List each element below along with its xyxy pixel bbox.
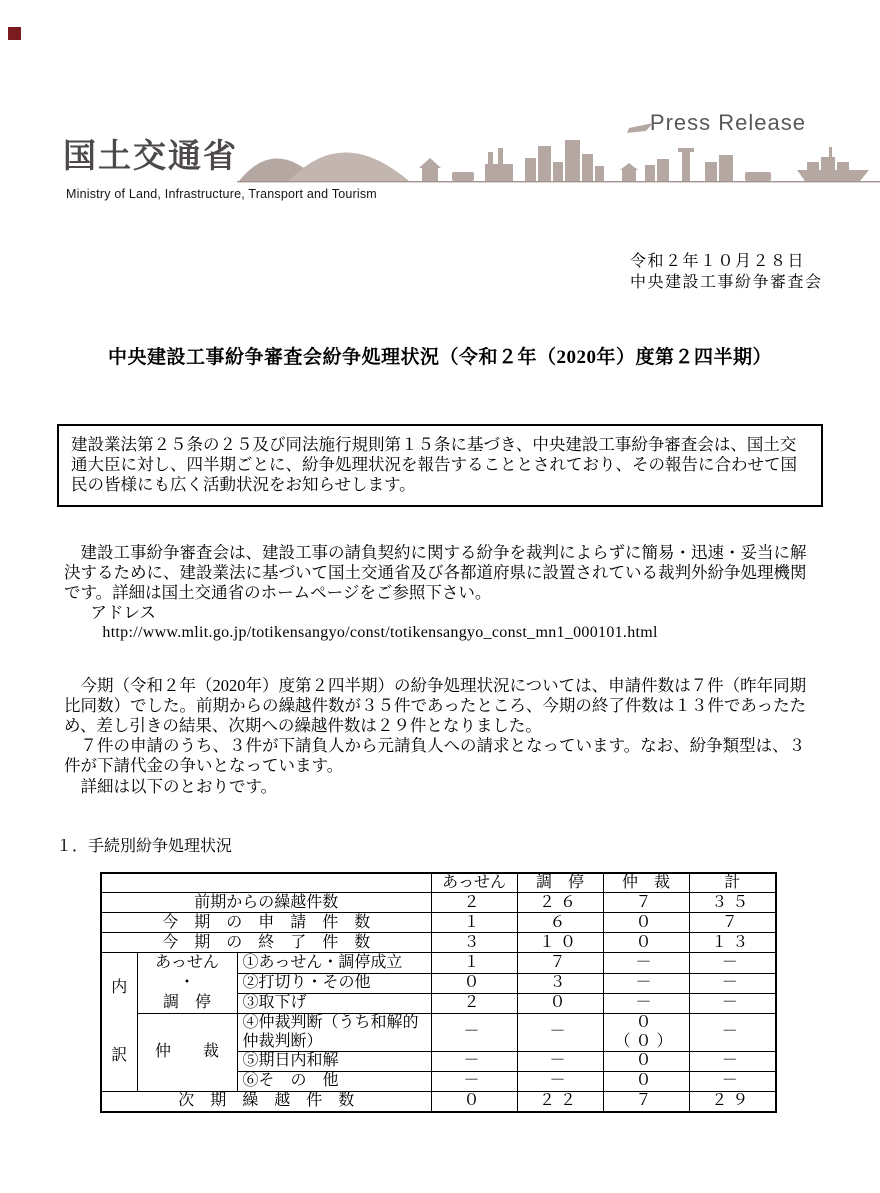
vertical-label-char-bottom: 訳 bbox=[111, 1046, 128, 1064]
value-cell: ２６ bbox=[517, 893, 603, 913]
table-header-row bbox=[101, 873, 776, 893]
value-cell: － bbox=[517, 1072, 603, 1092]
header bbox=[0, 0, 880, 210]
value-cell: ２ bbox=[431, 993, 517, 1013]
arbitration-settlement-sub: （０） bbox=[614, 1032, 678, 1050]
vertical-label-char-top: 内 bbox=[111, 978, 128, 996]
notice-box bbox=[57, 424, 823, 507]
table-row bbox=[101, 1092, 776, 1112]
skyline-illustration bbox=[237, 118, 880, 186]
table-row bbox=[101, 953, 776, 973]
intro-section bbox=[64, 543, 820, 643]
value-cell: ０ bbox=[603, 933, 689, 953]
item-label-3: ③取下げ bbox=[237, 993, 431, 1013]
value-cell: ３ bbox=[431, 933, 517, 953]
value-cell: － bbox=[689, 973, 776, 993]
value-cell: － bbox=[517, 1052, 603, 1072]
value-cell: － bbox=[431, 1052, 517, 1072]
item-label-6: ⑥そ の 他 bbox=[237, 1072, 431, 1092]
row-label-completed: 今 期 の 終 了 件 数 bbox=[101, 933, 431, 953]
value-cell: １３ bbox=[689, 933, 776, 953]
item-label-4: ④仲裁判断（うち和解的仲裁判断） bbox=[237, 1014, 431, 1052]
value-cell: ０ bbox=[431, 1092, 517, 1112]
document-title: 中央建設工事紛争審査会紛争処理状況（令和２年（2020年）度第２四半期） bbox=[107, 346, 772, 368]
item-label-2: ②打切り・その他 bbox=[237, 973, 431, 993]
ministry-name-english: Ministry of Land, Infrastructure, Transport and Tourism bbox=[66, 187, 377, 201]
status-paragraph-1: 今期（令和２年（2020年）度第２四半期）の紛争処理状況については、申請件数は７件（昨年同期比同数）でした。前期からの繰越件数が３５件であったところ、今期の終了件数は１３件であったため、差し引きの結果、次期への繰越件数は２９件となりました。 bbox=[64, 675, 807, 736]
value-cell: ７ bbox=[603, 893, 689, 913]
value-cell: ０ bbox=[603, 913, 689, 933]
value-cell: － bbox=[689, 1014, 776, 1052]
ministry-logo-text: 国土交通省 bbox=[63, 137, 238, 174]
homepage-url[interactable]: http://www.mlit.go.jp/totikensangyo/const/totikensangyo_const_mn1_000101.html bbox=[102, 624, 658, 642]
value-cell: － bbox=[689, 1052, 776, 1072]
section1-heading: １．手続別紛争処理状況 bbox=[56, 837, 233, 855]
group-label-line: 調 停 bbox=[162, 994, 211, 1012]
value-cell: ０ bbox=[431, 973, 517, 993]
col-header-chusai: 仲 裁 bbox=[603, 873, 689, 893]
value-cell: ０ bbox=[603, 1052, 689, 1072]
row-label-carryover-next: 次 期 繰 越 件 数 bbox=[101, 1092, 431, 1112]
value-cell: ２ bbox=[431, 893, 517, 913]
table-row bbox=[101, 913, 776, 933]
press-release-label: Press Release bbox=[649, 110, 806, 135]
value-cell: ３ bbox=[517, 973, 603, 993]
group-label-line: ・ bbox=[178, 974, 195, 992]
address-label: アドレス bbox=[90, 603, 156, 623]
table-row bbox=[101, 1014, 776, 1052]
col-header-chotei: 調 停 bbox=[517, 873, 603, 893]
release-date: 令和２年１０月２８日 bbox=[630, 253, 806, 270]
col-header-total: 計 bbox=[689, 873, 776, 893]
value-cell: ２２ bbox=[517, 1092, 603, 1112]
value-cell: ０ bbox=[517, 993, 603, 1013]
intro-paragraph: 建設工事紛争審査会は、建設工事の請負契約に関する紛争を裁判によらずに簡易・迅速・妥当に解決するために、建設業法に基づいて国土交通省及び各都道府県に設置されている裁判外紛争処理機関です。詳細は国土交通省のホームページをご参照下さい。 bbox=[64, 542, 807, 603]
table-row bbox=[101, 893, 776, 913]
item-label-1: ①あっせん・調停成立 bbox=[237, 953, 431, 973]
value-cell: － bbox=[603, 973, 689, 993]
value-cell: － bbox=[689, 1072, 776, 1092]
notice-text: 建設業法第２５条の２５及び同法施行規則第１５条に基づき、中央建設工事紛争審査会は、国土交通大臣に対し、四半期ごとに、紛争処理状況を報告することとされており、その報告に合わせて国民の皆様にも広く活動状況をお知らせします。 bbox=[71, 434, 797, 494]
status-paragraph-2: ７件の申請のうち、３件が下請負人から元請負人への請求となっています。なお、紛争類型は、３件が下請代金の争いとなっています。 bbox=[64, 736, 806, 776]
row-label-applications: 今 期 の 申 請 件 数 bbox=[101, 913, 431, 933]
row-label-carryover-prev: 前期からの繰越件数 bbox=[101, 893, 431, 913]
value-cell: １ bbox=[431, 913, 517, 933]
value-cell: － bbox=[689, 953, 776, 973]
value-cell: ２９ bbox=[689, 1092, 776, 1112]
date-block bbox=[630, 252, 880, 294]
value-cell: ３５ bbox=[689, 893, 776, 913]
value-cell: － bbox=[431, 1014, 517, 1052]
issuing-organization: 中央建設工事紛争審査会 bbox=[630, 273, 823, 291]
value-cell: ０ bbox=[603, 1072, 689, 1092]
procedure-table bbox=[100, 872, 777, 1113]
status-section bbox=[64, 676, 820, 797]
item-label-5: ⑤期日内和解 bbox=[237, 1052, 431, 1072]
value-cell: － bbox=[431, 1072, 517, 1092]
col-header-assen: あっせん bbox=[431, 873, 517, 893]
status-paragraph-3: 詳細は以下のとおりです。 bbox=[64, 776, 278, 796]
group-label-line: あっせん bbox=[155, 954, 219, 972]
value-cell: － bbox=[603, 953, 689, 973]
group-label-chusai: 仲 裁 bbox=[137, 1014, 237, 1092]
breakdown-vertical-label bbox=[101, 953, 137, 1092]
value-cell: ７ bbox=[689, 913, 776, 933]
value-cell: ７ bbox=[603, 1092, 689, 1112]
corner-cell bbox=[101, 873, 431, 893]
value-cell: － bbox=[603, 993, 689, 1013]
value-cell: － bbox=[689, 993, 776, 1013]
value-cell-arbitration bbox=[603, 1014, 689, 1052]
value-cell: － bbox=[517, 1014, 603, 1052]
group-label-assen-chotei bbox=[137, 953, 237, 1014]
value-cell: １０ bbox=[517, 933, 603, 953]
value-cell: ７ bbox=[517, 953, 603, 973]
value-cell: ６ bbox=[517, 913, 603, 933]
arbitration-decision-count: ０ bbox=[635, 1014, 657, 1032]
value-cell: １ bbox=[431, 953, 517, 973]
table-row bbox=[101, 933, 776, 953]
